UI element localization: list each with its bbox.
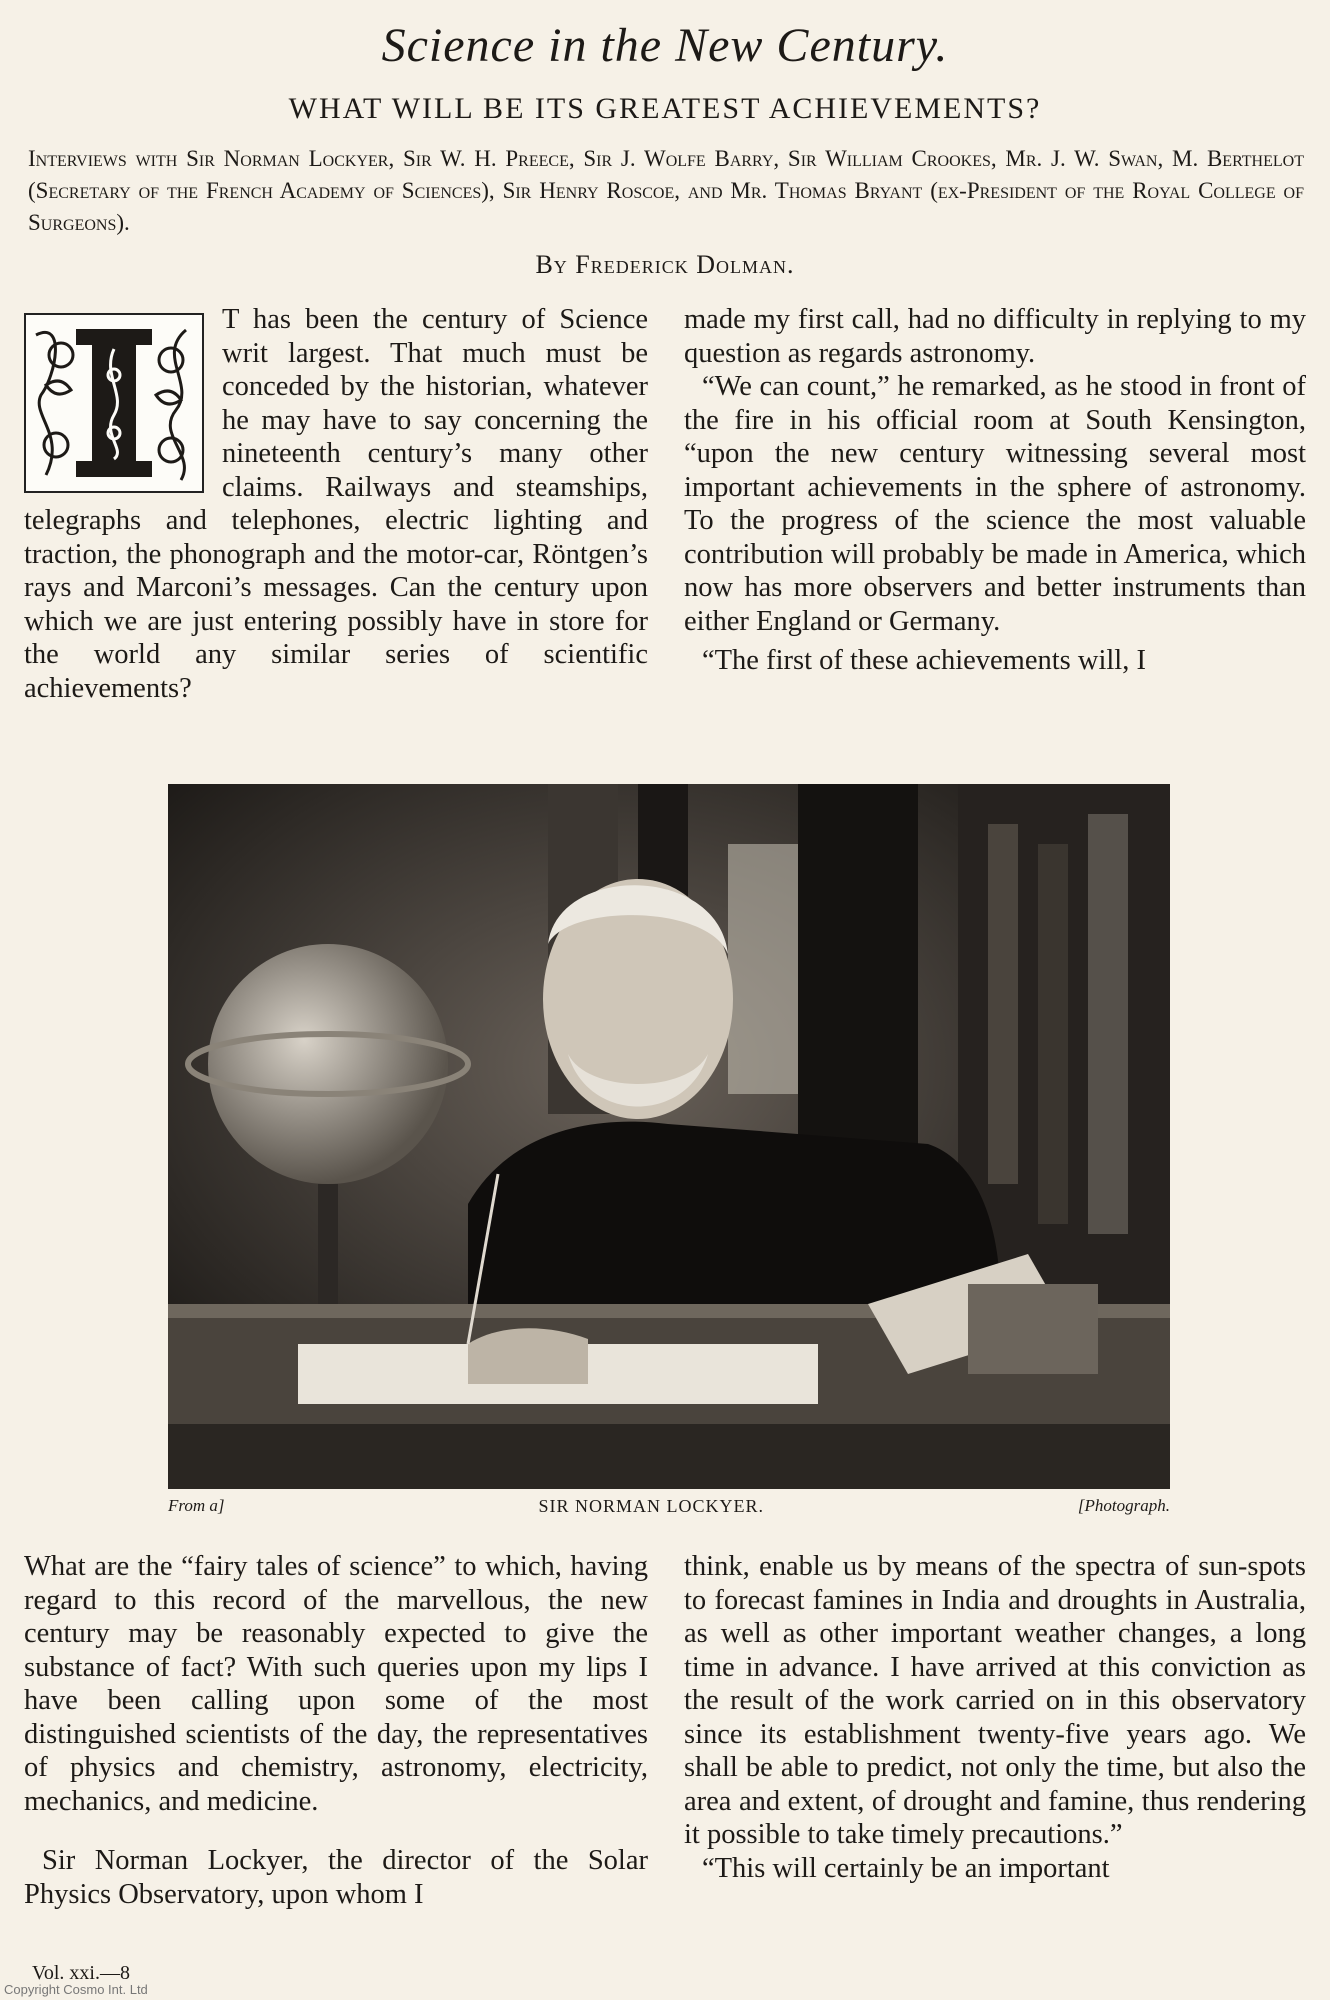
caption-source: From a] <box>168 1496 225 1515</box>
paragraph: made my first call, had no difficulty in replying to my question as regards astronomy. <box>684 304 1306 369</box>
paragraph: “The first of these achievements will, I <box>702 645 1146 676</box>
caption-name: SIR NORMAN LOCKYER. <box>538 1496 764 1516</box>
article-title: Science in the New Century. <box>381 19 949 72</box>
paragraph: “We can count,” he remarked, as he stood in front of the fire in his official room at South Kensington, “upon the new century witnessing several most important achievements in the sphere of astronomy. To the progress of the science the most valuable contribution will probably be made in America, which now has more observers and better instruments than either England or Germany. <box>684 371 1306 637</box>
article-subtitle: WHAT WILL BE ITS GREATEST ACHIEVEMENTS? <box>288 92 1042 125</box>
paragraph: think, enable us by means of the spectra of sun-spots to forecast famines in India and droughts in Australia, as well as other important weather changes, a long time in advance. I have arrived at this conviction as the result of the work carried on in this observatory since its establishment twenty-five years ago. We shall be able to predict, not only the time, but also the area and extent, of drought and famine, thus rendering it possible to take timely precautions.” <box>684 1551 1306 1850</box>
paragraph: Sir Norman Lockyer, the director of the Solar Physics Observatory, upon whom I <box>24 1845 648 1910</box>
photo-caption <box>168 1496 1170 1517</box>
column-2-bottom <box>684 1550 1306 1885</box>
interviews-list: Interviews with Sir Norman Lockyer, Sir W. H. Preece, Sir J. Wolfe Barry, Sir William Crookes, Mr. J. W. Swan, M. Berthelot (Secretary of the French Academy of Sciences), Sir Henry Roscoe, and Mr. Thomas Bryant (ex-President of the Royal College of Surgeons). <box>28 146 1304 235</box>
byline: By Frederick Dolman. <box>535 250 795 279</box>
column-2-top <box>684 303 1306 678</box>
intro-paragraph: T has been the century of Science writ largest. That much must be conceded by the historian, whatever he may have to say concerning the nineteenth century’s many other claims. Railways and steamships, telegraphs and telephones, electric lighting and traction, the phonograph and the motor-car, Röntgen’s rays and Marconi’s messages. Can the century upon which we are just entering possibly have in store for the world any similar series of scientific achievements? <box>24 304 648 704</box>
copyright-notice: Copyright Cosmo Int. Ltd <box>4 1982 148 1997</box>
caption-type: [Photograph. <box>1077 1496 1170 1515</box>
decorative-dropcap <box>24 313 204 493</box>
paragraph: What are the “fairy tales of science” to which, having regard to this record of the marvellous, the new century may be reasonably expected to give the substance of fact? With such queries upon my lips I have been calling upon some of the most distinguished scientists of the day, the representatives of physics and chemistry, astronomy, electricity, mechanics, and medicine. <box>24 1551 648 1817</box>
column-1-bottom <box>24 1550 648 1911</box>
floral-initial-icon <box>26 315 202 491</box>
column-1-top <box>24 303 648 705</box>
portrait-photograph <box>168 784 1170 1489</box>
paragraph: “This will certainly be an important <box>702 1852 1110 1884</box>
volume-footer: Vol. xxi.—8 <box>32 1962 130 1984</box>
